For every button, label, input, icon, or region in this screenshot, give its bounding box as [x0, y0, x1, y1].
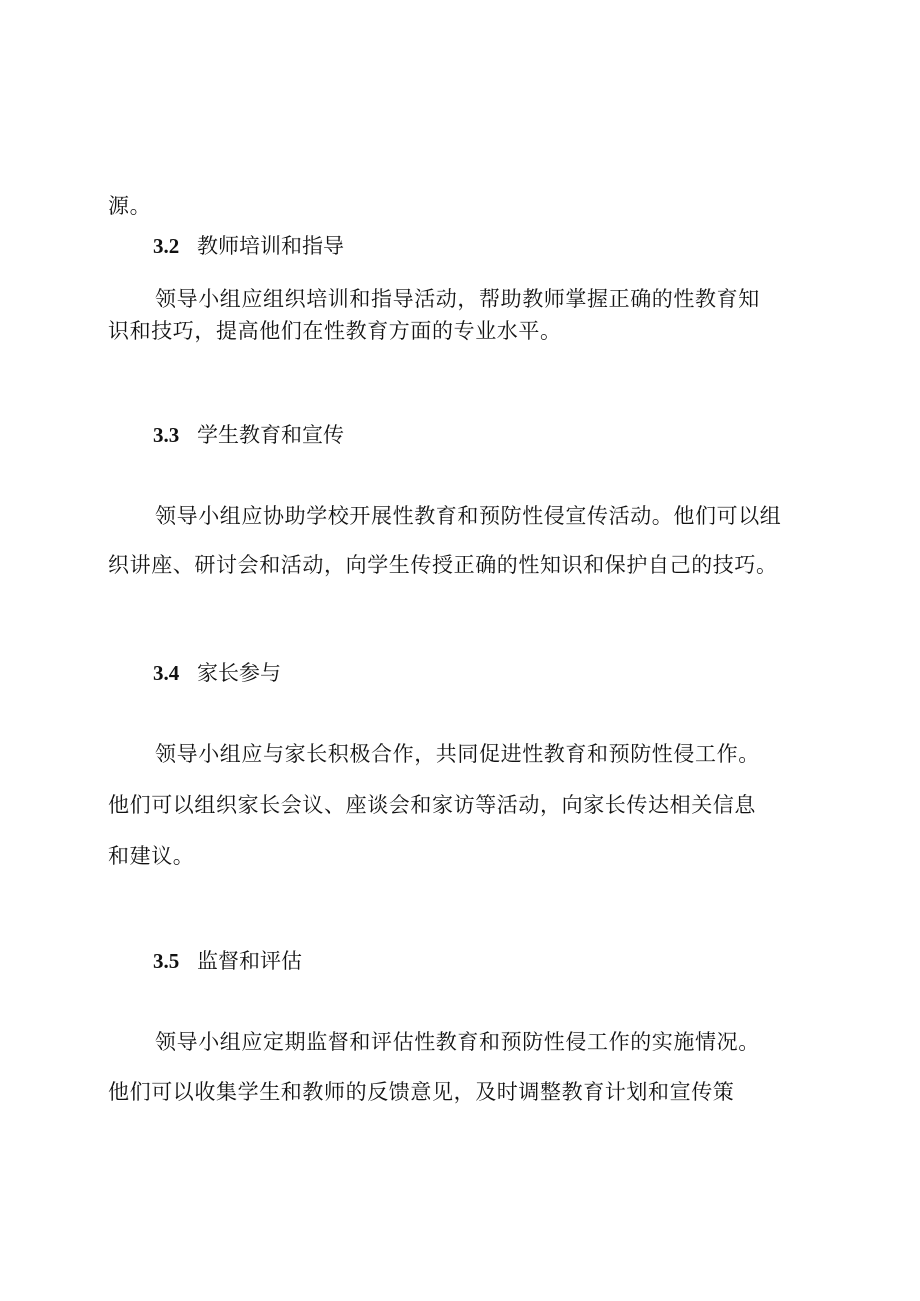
paragraph-line: 和建议。: [108, 844, 195, 868]
paragraph-line: 识和技巧，提高他们在性教育方面的专业水平。: [108, 319, 562, 343]
paragraph-line: 领导小组应定期监督和评估性教育和预防性侵工作的实施情况。: [155, 1030, 760, 1054]
intro-text-line: 源。: [108, 194, 152, 218]
section-title: 教师培训和指导: [197, 234, 344, 258]
section-number: 3.3: [153, 423, 180, 447]
section-number: 3.5: [153, 949, 180, 973]
paragraph-line: 领导小组应与家长积极合作，共同促进性教育和预防性侵工作。: [155, 742, 760, 766]
paragraph-line: 织讲座、研讨会和活动，向学生传授正确的性知识和保护自己的技巧。: [108, 553, 778, 577]
paragraph-line: 领导小组应组织培训和指导活动，帮助教师掌握正确的性教育知: [155, 287, 760, 311]
section-heading-3-4: [153, 659, 281, 687]
section-heading-3-5: [153, 947, 302, 975]
paragraph-line: 他们可以组织家长会议、座谈会和家访等活动，向家长传达相关信息: [108, 793, 756, 817]
section-number: 3.4: [153, 661, 180, 685]
section-heading-3-3: [153, 421, 344, 449]
paragraph-line: 他们可以收集学生和教师的反馈意见，及时调整教育计划和宣传策: [108, 1080, 735, 1104]
paragraph-line: 领导小组应协助学校开展性教育和预防性侵宣传活动。他们可以组: [155, 504, 782, 528]
section-title: 监督和评估: [197, 949, 302, 973]
section-title: 学生教育和宣传: [197, 423, 344, 447]
section-number: 3.2: [153, 234, 180, 258]
section-heading-3-2: [153, 232, 344, 260]
section-title: 家长参与: [197, 661, 281, 685]
